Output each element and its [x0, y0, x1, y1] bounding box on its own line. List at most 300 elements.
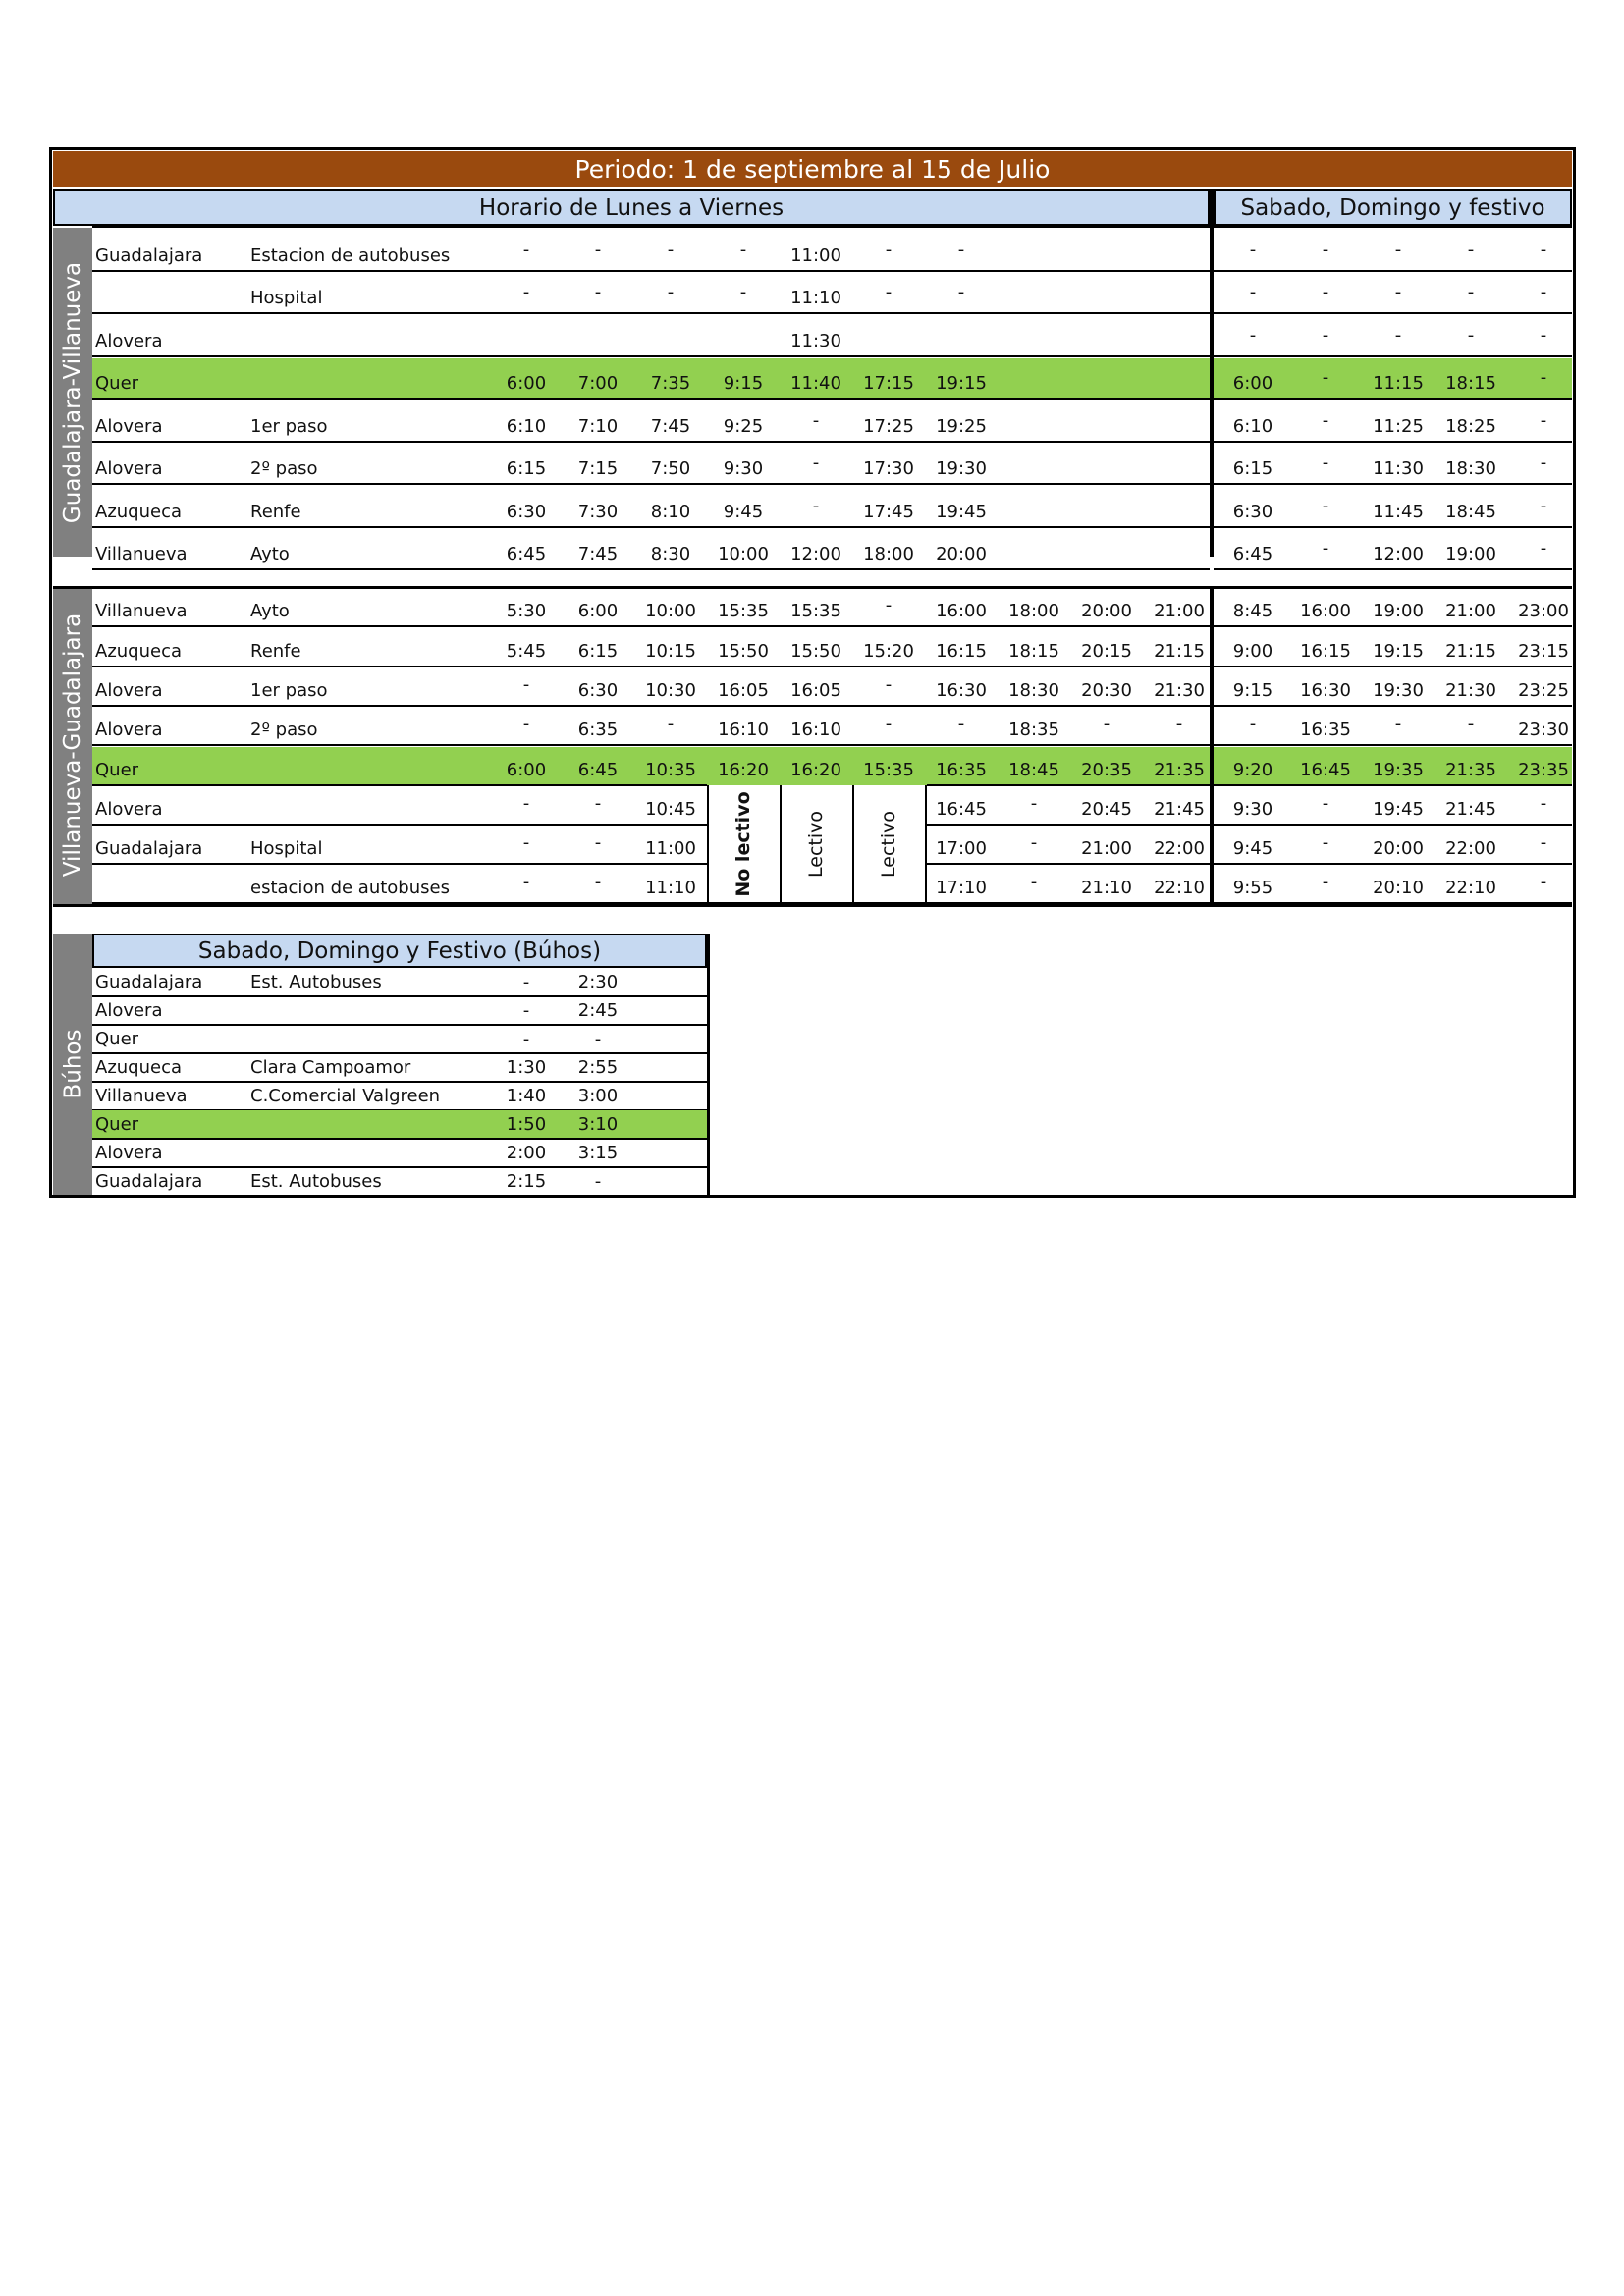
time-cell: 21:45: [1154, 799, 1205, 820]
time-cell: 17:15: [863, 373, 914, 394]
time-cell: 9:45: [723, 502, 764, 522]
time-cell: -: [885, 282, 893, 302]
time-cell: 15:20: [863, 641, 914, 662]
weekend-time-cell: 8:45: [1232, 601, 1273, 621]
time-cell: 9:25: [723, 416, 764, 437]
weekend-time-cell: -: [1322, 453, 1329, 473]
row-divider: [927, 666, 1210, 667]
column-divider: [1210, 586, 1214, 904]
time-cell: 10:30: [645, 680, 696, 701]
weekend-time-cell: 19:15: [1373, 641, 1424, 662]
time-cell: -: [957, 240, 965, 260]
place-label: Guadalajara: [95, 972, 203, 992]
weekend-time-cell: 23:25: [1518, 680, 1569, 701]
row-divider: [92, 863, 707, 865]
time-cell: 3:00: [577, 1086, 619, 1106]
time-cell: 20:00: [1081, 601, 1132, 621]
place-label: Alovera: [95, 458, 163, 479]
weekend-time-cell: 11:30: [1373, 458, 1424, 479]
time-cell: 2:55: [577, 1057, 619, 1078]
time-cell: 11:10: [790, 288, 841, 308]
time-cell: -: [667, 714, 675, 734]
time-cell: 16:30: [936, 680, 987, 701]
time-cell: 7:30: [577, 502, 619, 522]
time-cell: 11:30: [790, 331, 841, 351]
weekend-time-cell: -: [1322, 410, 1329, 431]
time-cell: 6:45: [577, 760, 619, 780]
time-cell: 20:15: [1081, 641, 1132, 662]
weekend-time-cell: 18:25: [1445, 416, 1496, 437]
row-divider: [707, 666, 927, 667]
section-divider: [53, 586, 1572, 589]
time-cell: -: [885, 240, 893, 260]
weekend-time-cell: 20:00: [1373, 838, 1424, 859]
row-divider: [92, 824, 707, 826]
row-divider: [92, 744, 707, 746]
time-cell: 12:00: [790, 544, 841, 564]
stop-label: Ayto: [250, 601, 290, 621]
time-cell: 18:30: [1008, 680, 1059, 701]
time-cell: 7:10: [577, 416, 619, 437]
buhos-header: Sabado, Domingo y Festivo (Búhos): [92, 934, 707, 968]
time-cell: 20:35: [1081, 760, 1132, 780]
period-title: Periodo: 1 de septiembre al 15 de Julio: [53, 151, 1572, 187]
row-divider: [92, 1138, 707, 1140]
row-divider: [1214, 355, 1572, 357]
weekend-time-cell: 12:00: [1373, 544, 1424, 564]
weekend-time-cell: 16:35: [1300, 720, 1351, 740]
time-cell: -: [885, 714, 893, 734]
row-divider: [92, 1052, 707, 1054]
time-cell: 10:45: [645, 799, 696, 820]
stop-label: Hospital: [250, 288, 323, 308]
weekend-time-cell: 6:30: [1232, 502, 1273, 522]
time-cell: -: [1103, 714, 1110, 734]
row-divider: [92, 995, 707, 997]
weekend-time-cell: 23:15: [1518, 641, 1569, 662]
row-divider: [92, 568, 1210, 570]
weekend-time-cell: 16:15: [1300, 641, 1351, 662]
weekend-time-cell: -: [1540, 367, 1547, 388]
weekend-time-cell: 18:45: [1445, 502, 1496, 522]
note-divider: [780, 785, 782, 903]
time-cell: 21:30: [1154, 680, 1205, 701]
row-divider: [1214, 568, 1572, 570]
row-divider: [1214, 744, 1572, 746]
time-cell: 6:10: [506, 416, 547, 437]
stop-label: Est. Autobuses: [250, 972, 382, 992]
time-cell: 6:00: [506, 373, 547, 394]
place-label: Quer: [95, 1029, 139, 1049]
weekday-header: Horario de Lunes a Viernes: [53, 189, 1210, 226]
weekend-time-cell: 18:30: [1445, 458, 1496, 479]
weekend-time-cell: -: [1322, 325, 1329, 346]
weekend-time-cell: 23:35: [1518, 760, 1569, 780]
row-divider: [1214, 784, 1572, 786]
place-label: Villanueva: [95, 544, 188, 564]
time-cell: 16:05: [790, 680, 841, 701]
time-cell: 19:30: [936, 458, 987, 479]
row-divider: [92, 666, 707, 667]
row-divider: [1214, 705, 1572, 707]
time-cell: 22:00: [1154, 838, 1205, 859]
time-cell: 9:15: [723, 373, 764, 394]
time-cell: 10:00: [645, 601, 696, 621]
weekend-time-cell: -: [1249, 714, 1257, 734]
time-cell: 6:15: [506, 458, 547, 479]
row-divider: [92, 312, 1210, 314]
time-cell: -: [522, 793, 530, 814]
weekend-time-cell: -: [1249, 240, 1257, 260]
place-label: Alovera: [95, 416, 163, 437]
row-divider: [707, 625, 927, 627]
time-cell: 21:35: [1154, 760, 1205, 780]
place-label: Quer: [95, 760, 139, 780]
weekend-time-cell: -: [1322, 240, 1329, 260]
row-divider: [1214, 666, 1572, 667]
row-divider: [92, 1081, 707, 1083]
service-note-label: No lectivo: [732, 791, 754, 897]
time-cell: 8:30: [650, 544, 691, 564]
weekend-time-cell: 11:25: [1373, 416, 1424, 437]
time-cell: -: [1030, 872, 1038, 892]
column-divider: [1210, 189, 1214, 557]
weekend-time-cell: 6:10: [1232, 416, 1273, 437]
time-cell: -: [594, 282, 602, 302]
weekend-time-cell: -: [1540, 325, 1547, 346]
weekend-time-cell: 16:00: [1300, 601, 1351, 621]
stop-label: C.Comercial Valgreen: [250, 1086, 441, 1106]
row-divider: [92, 1024, 707, 1026]
time-cell: 10:15: [645, 641, 696, 662]
time-cell: -: [812, 410, 820, 431]
buhos-right-border: [707, 934, 710, 1195]
time-cell: 3:10: [577, 1114, 619, 1135]
weekend-time-cell: 6:45: [1232, 544, 1273, 564]
weekend-time-cell: 21:35: [1445, 760, 1496, 780]
row-divider: [927, 744, 1210, 746]
place-label: Alovera: [95, 799, 163, 820]
time-cell: -: [667, 240, 675, 260]
time-cell: 11:00: [790, 245, 841, 266]
time-cell: 15:50: [718, 641, 769, 662]
row-divider: [707, 744, 927, 746]
service-note-label: Lectivo: [878, 811, 899, 878]
weekend-time-cell: 19:00: [1445, 544, 1496, 564]
row-divider: [927, 784, 1210, 786]
time-cell: -: [522, 872, 530, 892]
weekend-time-cell: 9:55: [1232, 878, 1273, 898]
time-cell: -: [594, 1029, 602, 1049]
time-cell: -: [594, 872, 602, 892]
row-divider: [92, 355, 1210, 357]
time-cell: -: [812, 453, 820, 473]
weekend-time-cell: -: [1394, 714, 1402, 734]
time-cell: 17:10: [936, 878, 987, 898]
section-divider: [53, 904, 1572, 907]
time-cell: 1:30: [506, 1057, 547, 1078]
time-cell: 19:25: [936, 416, 987, 437]
time-cell: 3:15: [577, 1143, 619, 1163]
weekend-time-cell: 19:00: [1373, 601, 1424, 621]
time-cell: 7:45: [650, 416, 691, 437]
row-divider: [92, 784, 707, 786]
row-divider: [92, 398, 1210, 400]
row-divider: [92, 705, 707, 707]
weekend-time-cell: 9:20: [1232, 760, 1273, 780]
row-divider: [927, 863, 1210, 865]
time-cell: 2:15: [506, 1171, 547, 1192]
weekend-time-cell: -: [1540, 832, 1547, 853]
time-cell: -: [522, 282, 530, 302]
time-cell: 11:00: [645, 838, 696, 859]
row-divider: [707, 705, 927, 707]
time-cell: 2:45: [577, 1000, 619, 1021]
time-cell: -: [812, 496, 820, 516]
time-cell: 16:35: [936, 760, 987, 780]
weekend-time-cell: 11:45: [1373, 502, 1424, 522]
time-cell: -: [522, 972, 530, 992]
time-cell: 16:15: [936, 641, 987, 662]
time-cell: 15:35: [863, 760, 914, 780]
row-divider: [92, 226, 1572, 228]
row-divider: [1214, 483, 1572, 485]
time-cell: 5:30: [506, 601, 547, 621]
time-cell: -: [522, 832, 530, 853]
time-cell: 17:00: [936, 838, 987, 859]
time-cell: 1:50: [506, 1114, 547, 1135]
weekend-time-cell: 19:35: [1373, 760, 1424, 780]
time-cell: 16:10: [790, 720, 841, 740]
time-cell: 20:30: [1081, 680, 1132, 701]
stop-label: 2º paso: [250, 720, 318, 740]
time-cell: 15:50: [790, 641, 841, 662]
time-cell: -: [522, 1029, 530, 1049]
time-cell: -: [1030, 832, 1038, 853]
time-cell: 15:35: [718, 601, 769, 621]
place-label: Alovera: [95, 1143, 163, 1163]
place-label: Villanueva: [95, 601, 188, 621]
time-cell: -: [594, 832, 602, 853]
time-cell: 11:10: [645, 878, 696, 898]
weekend-time-cell: 22:00: [1445, 838, 1496, 859]
weekend-time-cell: -: [1540, 410, 1547, 431]
place-label: Alovera: [95, 1000, 163, 1021]
note-divider: [707, 785, 709, 903]
weekend-time-cell: 9:00: [1232, 641, 1273, 662]
weekend-time-cell: -: [1394, 325, 1402, 346]
place-label: Azuqueca: [95, 641, 183, 662]
row-divider: [1214, 312, 1572, 314]
place-label: Azuqueca: [95, 502, 183, 522]
time-cell: -: [667, 282, 675, 302]
time-cell: 10:35: [645, 760, 696, 780]
time-cell: -: [522, 714, 530, 734]
weekend-time-cell: -: [1540, 793, 1547, 814]
place-label: Alovera: [95, 720, 163, 740]
weekend-time-cell: 23:00: [1518, 601, 1569, 621]
time-cell: 6:00: [506, 760, 547, 780]
time-cell: -: [522, 1000, 530, 1021]
weekend-time-cell: -: [1540, 538, 1547, 559]
weekend-time-cell: -: [1467, 714, 1475, 734]
row-divider: [1214, 824, 1572, 826]
row-divider: [92, 625, 707, 627]
weekend-time-cell: 9:30: [1232, 799, 1273, 820]
stop-label: estacion de autobuses: [250, 878, 450, 898]
time-cell: -: [1175, 714, 1183, 734]
weekend-time-cell: -: [1249, 282, 1257, 302]
stop-label: 1er paso: [250, 680, 328, 701]
time-cell: 2:00: [506, 1143, 547, 1163]
time-cell: 10:00: [718, 544, 769, 564]
row-divider: [1214, 526, 1572, 528]
weekend-time-cell: -: [1540, 453, 1547, 473]
time-cell: -: [957, 714, 965, 734]
time-cell: 6:35: [577, 720, 619, 740]
time-cell: 8:10: [650, 502, 691, 522]
weekend-time-cell: 6:15: [1232, 458, 1273, 479]
weekend-time-cell: 21:45: [1445, 799, 1496, 820]
side-label-buhos: Búhos: [53, 934, 92, 1195]
time-cell: 21:00: [1081, 838, 1132, 859]
time-cell: -: [739, 282, 747, 302]
time-cell: 16:00: [936, 601, 987, 621]
time-cell: 16:10: [718, 720, 769, 740]
time-cell: 19:15: [936, 373, 987, 394]
place-label: Guadalajara: [95, 1171, 203, 1192]
weekend-time-cell: 9:45: [1232, 838, 1273, 859]
time-cell: 16:20: [718, 760, 769, 780]
time-cell: 16:05: [718, 680, 769, 701]
time-cell: 16:20: [790, 760, 841, 780]
service-note-label: Lectivo: [805, 811, 827, 878]
stop-label: Hospital: [250, 838, 323, 859]
weekend-time-cell: -: [1467, 240, 1475, 260]
time-cell: 2:30: [577, 972, 619, 992]
weekend-time-cell: 21:30: [1445, 680, 1496, 701]
time-cell: 6:00: [577, 601, 619, 621]
side-label-inbound: Villanueva-Guadalajara: [53, 586, 92, 904]
row-divider: [92, 483, 1210, 485]
time-cell: 7:45: [577, 544, 619, 564]
weekend-time-cell: 16:45: [1300, 760, 1351, 780]
time-cell: 20:45: [1081, 799, 1132, 820]
time-cell: 20:00: [936, 544, 987, 564]
time-cell: 17:45: [863, 502, 914, 522]
time-cell: 16:45: [936, 799, 987, 820]
time-cell: 17:30: [863, 458, 914, 479]
time-cell: 6:45: [506, 544, 547, 564]
weekend-time-cell: -: [1322, 367, 1329, 388]
row-divider: [92, 1195, 707, 1197]
time-cell: -: [522, 240, 530, 260]
place-label: Guadalajara: [95, 245, 203, 266]
weekend-time-cell: -: [1249, 325, 1257, 346]
weekend-time-cell: -: [1322, 872, 1329, 892]
time-cell: 18:35: [1008, 720, 1059, 740]
weekend-header: Sabado, Domingo y festivo: [1214, 189, 1572, 226]
weekend-time-cell: -: [1322, 282, 1329, 302]
weekend-time-cell: -: [1394, 282, 1402, 302]
time-cell: 6:30: [506, 502, 547, 522]
time-cell: 7:50: [650, 458, 691, 479]
time-cell: 18:00: [1008, 601, 1059, 621]
row-divider: [92, 441, 1210, 443]
stop-label: Est. Autobuses: [250, 1171, 382, 1192]
stop-label: 2º paso: [250, 458, 318, 479]
time-cell: -: [594, 240, 602, 260]
time-cell: 6:30: [577, 680, 619, 701]
time-cell: -: [522, 674, 530, 695]
time-cell: 18:15: [1008, 641, 1059, 662]
place-label: Quer: [95, 373, 139, 394]
weekend-time-cell: 6:00: [1232, 373, 1273, 394]
time-cell: 21:00: [1154, 601, 1205, 621]
row-divider: [1214, 625, 1572, 627]
time-cell: -: [957, 282, 965, 302]
side-label-outbound: Guadalajara-Villanueva: [53, 228, 92, 557]
stop-label: 1er paso: [250, 416, 328, 437]
weekend-time-cell: -: [1394, 240, 1402, 260]
weekend-time-cell: 18:15: [1445, 373, 1496, 394]
weekend-time-cell: 19:30: [1373, 680, 1424, 701]
weekend-time-cell: -: [1540, 240, 1547, 260]
weekend-time-cell: -: [1467, 325, 1475, 346]
place-label: Guadalajara: [95, 838, 203, 859]
time-cell: 7:15: [577, 458, 619, 479]
row-divider: [1214, 441, 1572, 443]
row-divider: [927, 705, 1210, 707]
time-cell: 6:15: [577, 641, 619, 662]
weekend-time-cell: 19:45: [1373, 799, 1424, 820]
weekend-time-cell: 9:15: [1232, 680, 1273, 701]
time-cell: 18:45: [1008, 760, 1059, 780]
row-divider: [92, 1166, 707, 1168]
place-label: Villanueva: [95, 1086, 188, 1106]
weekend-time-cell: -: [1467, 282, 1475, 302]
weekend-time-cell: -: [1322, 496, 1329, 516]
row-divider: [92, 526, 1210, 528]
time-cell: 7:35: [650, 373, 691, 394]
weekend-time-cell: 20:10: [1373, 878, 1424, 898]
weekend-time-cell: 21:15: [1445, 641, 1496, 662]
stop-label: Clara Campoamor: [250, 1057, 411, 1078]
row-divider: [92, 270, 1210, 272]
weekend-time-cell: -: [1540, 282, 1547, 302]
row-divider: [1214, 398, 1572, 400]
row-divider: [1214, 270, 1572, 272]
row-divider: [927, 824, 1210, 826]
weekend-time-cell: 11:15: [1373, 373, 1424, 394]
place-label: Alovera: [95, 331, 163, 351]
time-cell: -: [1030, 793, 1038, 814]
time-cell: -: [885, 595, 893, 615]
row-divider: [1214, 863, 1572, 865]
time-cell: -: [594, 793, 602, 814]
note-divider: [925, 785, 927, 903]
time-cell: 15:35: [790, 601, 841, 621]
weekend-time-cell: 23:30: [1518, 720, 1569, 740]
time-cell: 22:10: [1154, 878, 1205, 898]
weekend-time-cell: 21:00: [1445, 601, 1496, 621]
stop-label: Ayto: [250, 544, 290, 564]
time-cell: 9:30: [723, 458, 764, 479]
time-cell: 18:00: [863, 544, 914, 564]
weekend-time-cell: -: [1540, 496, 1547, 516]
time-cell: -: [594, 1171, 602, 1192]
time-cell: 7:00: [577, 373, 619, 394]
